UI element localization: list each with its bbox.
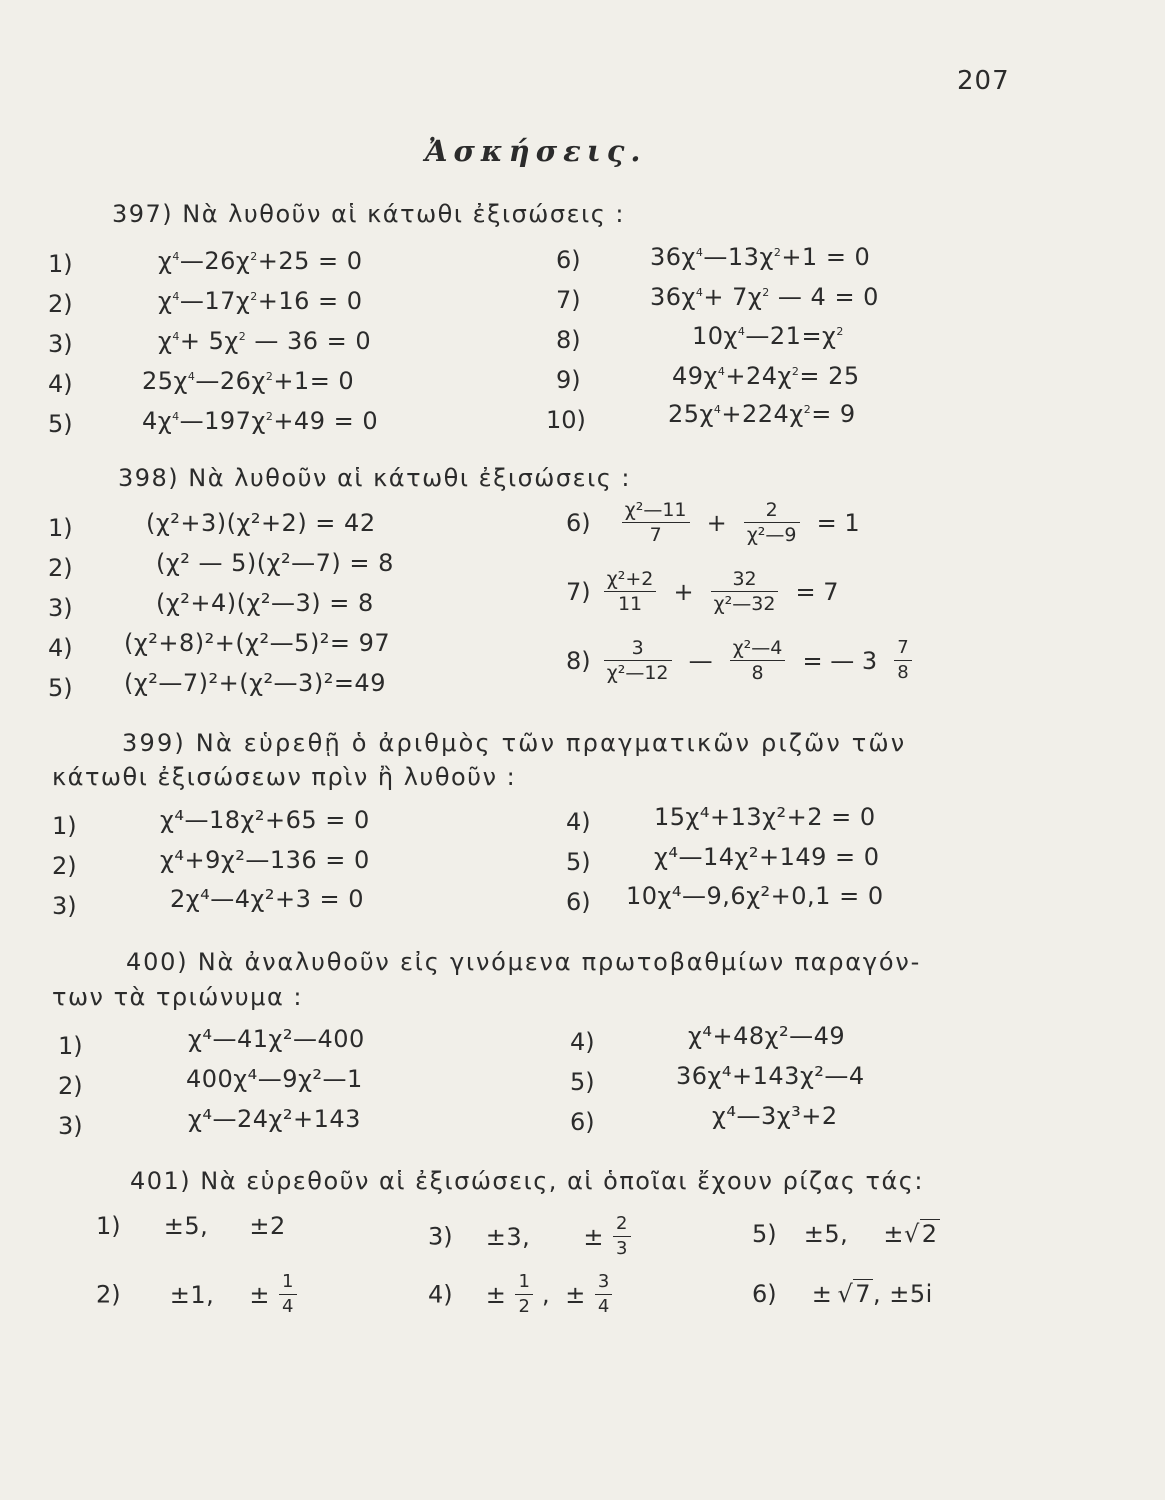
ex397-item-num: 9) <box>556 366 581 394</box>
ex401-item: 2) ±1, ± $\frac{1}{4}$ <box>96 1270 301 1319</box>
ex398-item-num: 2) <box>48 554 73 582</box>
ex400-item-num: 5) <box>570 1068 595 1096</box>
ex397-item-num: 3) <box>48 330 73 358</box>
ex399-item-num: 3) <box>52 892 77 920</box>
ex398-statement: 398) Νὰ λυθοῦν αἱ κάτωθι ἐξισώσεις : <box>118 464 631 492</box>
ex397-item-equation: $25\chi^4+224\chi^2= 9$ <box>668 400 856 428</box>
ex397-item-equation: $36\chi^4—13\chi^2+1 = 0$ <box>650 243 871 271</box>
ex398-item-equation: (χ²+8)²+(χ²—5)²= 97 <box>124 629 391 657</box>
ex401-item: 5) ±5, ±√2 <box>752 1220 938 1248</box>
ex397-item-num: 1) <box>48 250 73 278</box>
ex399-item-num: 4) <box>566 808 591 836</box>
page-number: 207 <box>957 66 1010 96</box>
ex398-item-num: 4) <box>48 634 73 662</box>
section-title: Ἀσκήσεις. <box>425 134 647 168</box>
ex399-item-equation: 15χ⁴+13χ²+2 = 0 <box>654 803 876 831</box>
ex397-item-equation: $\chi^4+ 5\chi^2$ — 36 = 0 <box>158 327 372 355</box>
ex397-item-equation: $25\chi^4—26\chi^2+1= 0$ <box>142 367 355 395</box>
ex398-item-equation: (χ²+3)(χ²+2) = 42 <box>146 509 376 537</box>
ex398-item-equation: (χ²+4)(χ²—3) = 8 <box>156 589 374 617</box>
ex397-item-num: 4) <box>48 370 73 398</box>
ex398-item-num: 1) <box>48 514 73 542</box>
ex400-item-expression: χ⁴—41χ²—400 <box>188 1025 365 1053</box>
ex399-statement-line1: 399) Νὰ εὑρεθῇ ὁ ἀριθμὸς τῶν πραγματικῶν ριζῶν τῶν <box>122 729 907 757</box>
ex397-item-equation: $36\chi^4+ 7\chi^2$ — 4 = 0 <box>650 283 879 311</box>
ex397-item-num: 6) <box>556 246 581 274</box>
ex399-item-equation: 2χ⁴—4χ²+3 = 0 <box>170 885 365 913</box>
ex398-item-fraction-equation: 6) $\frac{\text{χ²—11}}{7}$ + $\frac{2}{\text{χ²—9}}$ = 1 <box>566 499 860 546</box>
ex399-item-equation: 10χ⁴—9,6χ²+0,1 = 0 <box>626 882 884 910</box>
ex399-statement-line2: κάτωθι ἐξισώσεων πρὶν ἢ λυθοῦν : <box>52 763 517 791</box>
ex397-item-equation: $\chi^4—17\chi^2+16 = 0$ <box>158 287 363 315</box>
ex397-statement: 397) Νὰ λυθοῦν αἱ κάτωθι ἐξισώσεις : <box>112 200 625 228</box>
ex398-item-num: 3) <box>48 594 73 622</box>
ex397-item-num: 5) <box>48 410 73 438</box>
ex400-statement-line2: των τὰ τριώνυμα : <box>52 983 303 1011</box>
ex401-item: 4) ± $\frac{1}{2}$ , ± $\frac{3}{4}$ <box>428 1270 616 1319</box>
ex398-item-fraction-equation: 7) $\frac{\text{χ²+2}}{11}$ + $\frac{32}{\text{χ²—32}}$ = 7 <box>566 568 839 615</box>
ex397-item-num: 2) <box>48 290 73 318</box>
ex398-item-equation: (χ² — 5)(χ²—7) = 8 <box>156 549 394 577</box>
ex400-statement-line1: 400) Νὰ ἀναλυθοῦν εἰς γινόμενα πρωτοβαθμίων παραγόν- <box>126 948 922 976</box>
ex400-item-num: 3) <box>58 1112 83 1140</box>
ex399-item-num: 1) <box>52 812 77 840</box>
ex398-item-fraction-equation: 8) $\frac{3}{\text{χ²—12}}$ — $\frac{\text{χ²—4}}{8}$ = — 3 $\frac{7}{8}$ <box>566 636 916 685</box>
ex397-item-num: 8) <box>556 326 581 354</box>
ex399-item-num: 5) <box>566 848 591 876</box>
ex401-item: 1) ±5, ±2 <box>96 1212 286 1240</box>
ex397-item-equation: $\chi^4—26\chi^2+25 = 0$ <box>158 247 363 275</box>
ex399-item-equation: χ⁴+9χ²—136 = 0 <box>160 846 370 874</box>
ex399-item-equation: χ⁴—14χ²+149 = 0 <box>654 843 880 871</box>
ex398-item-equation: (χ²—7)²+(χ²—3)²=49 <box>124 669 386 697</box>
ex397-item-equation: $10\chi^4—21=\chi^2$ <box>692 322 844 350</box>
ex398-item-num: 5) <box>48 674 73 702</box>
ex400-item-num: 6) <box>570 1108 595 1136</box>
ex397-item-equation: $4\chi^4—197\chi^2+49 = 0$ <box>142 407 379 435</box>
ex399-item-num: 2) <box>52 852 77 880</box>
ex399-item-equation: χ⁴—18χ²+65 = 0 <box>160 806 370 834</box>
ex401-item: 6) ± √7, ±5i <box>752 1280 933 1308</box>
ex401-statement: 401) Νὰ εὑρεθοῦν αἱ ἐξισώσεις, αἱ ὁποῖαι ἔχουν ρίζας τάς: <box>130 1167 924 1195</box>
ex400-item-expression: 400χ⁴—9χ²—1 <box>186 1065 363 1093</box>
ex397-item-num: 10) <box>546 406 586 434</box>
ex397-item-num: 7) <box>556 286 581 314</box>
ex397-item-equation: $49\chi^4+24\chi^2= 25$ <box>672 362 860 390</box>
ex400-item-num: 2) <box>58 1072 83 1100</box>
ex399-item-num: 6) <box>566 888 591 916</box>
ex400-item-expression: χ⁴+48χ²—49 <box>688 1022 846 1050</box>
ex401-item: 3) ±3, ± $\frac{2}{3}$ <box>428 1212 635 1261</box>
ex400-item-num: 4) <box>570 1028 595 1056</box>
ex400-item-expression: χ⁴—3χ³+2 <box>712 1102 838 1130</box>
ex400-item-num: 1) <box>58 1032 83 1060</box>
ex400-item-expression: χ⁴—24χ²+143 <box>188 1105 361 1133</box>
ex400-item-expression: 36χ⁴+143χ²—4 <box>676 1062 865 1090</box>
